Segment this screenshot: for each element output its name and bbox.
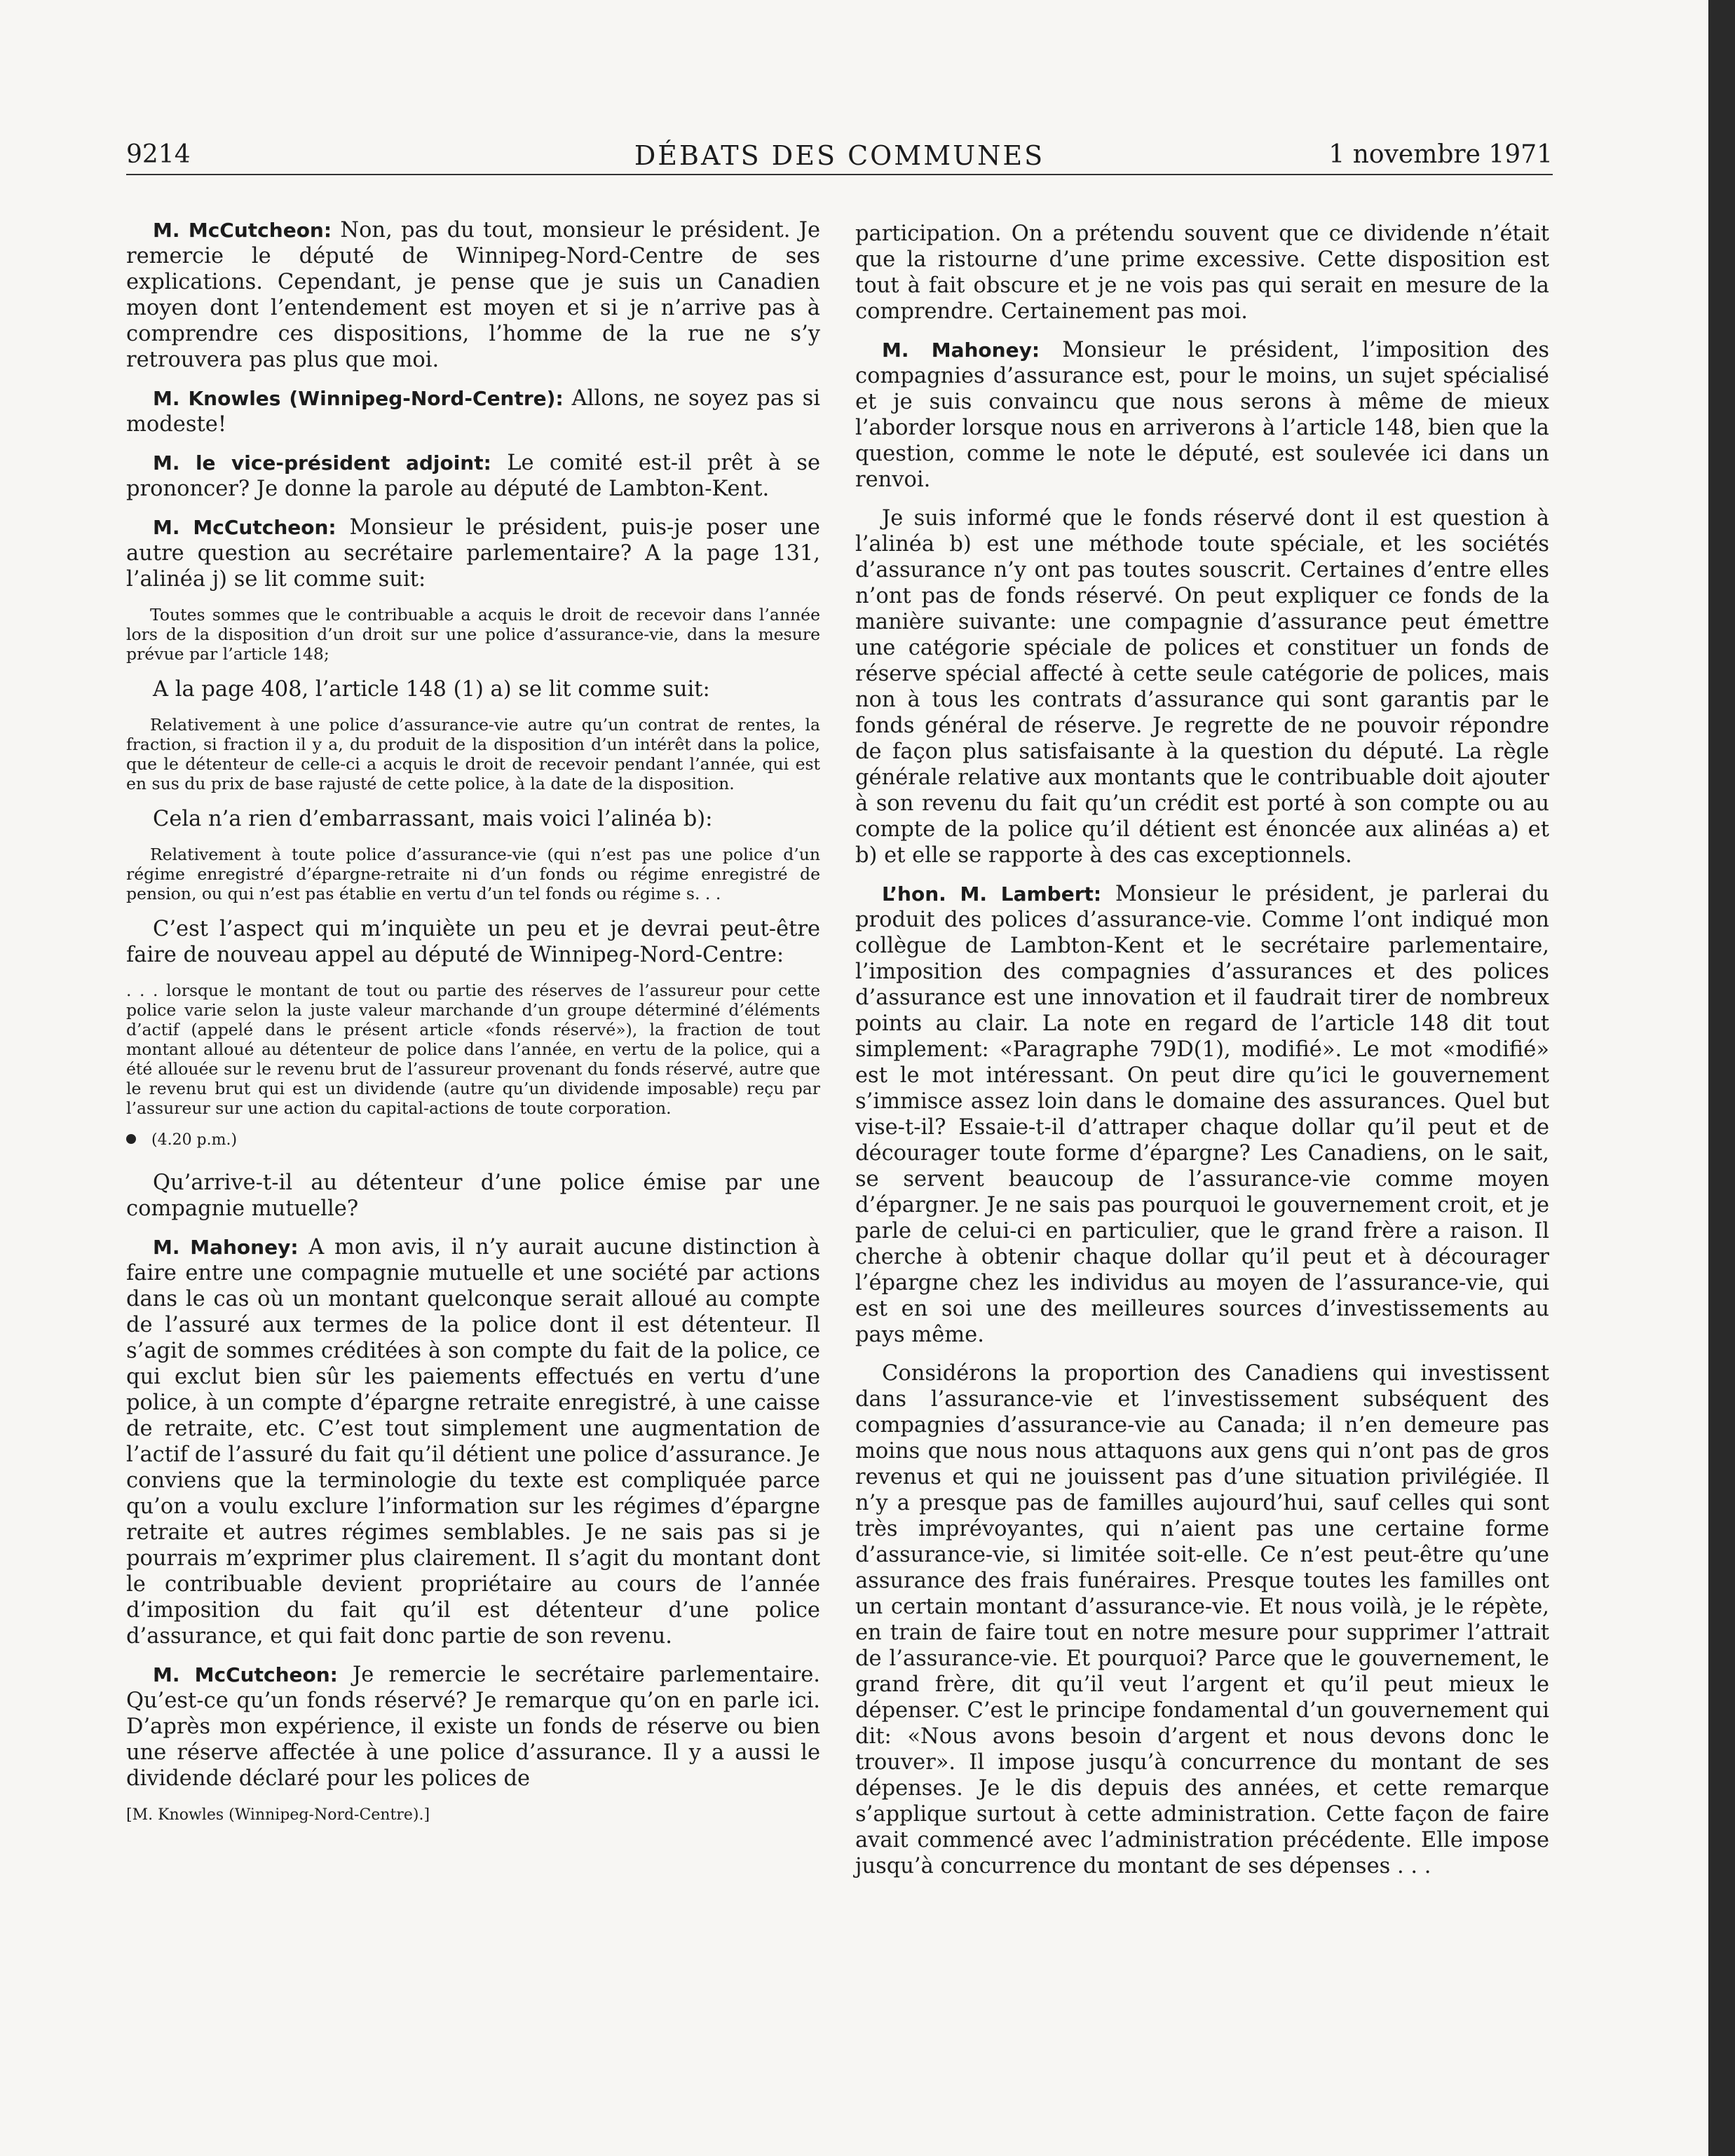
paragraph: Cela n’a rien d’embarrassant, mais voici l’alinéa b): bbox=[153, 807, 713, 831]
speech-paragraph: M. le vice-président adjoint: Le comité est-il prêt à se prononcer? Je donne la parole au député de Lambton-Kent. bbox=[126, 451, 820, 501]
speech-paragraph: M. McCutcheon: Non, pas du tout, monsieur le président. Je remercie le député de Winnipeg-Nord-Centre de ses explications. Cependant, je pense que je suis un Canadien moyen dont l’entendement est moyen et si je n’arrive pas à comprendre ces dispositions, l’homme de la rue ne s’y retrouvera pas plus que moi. bbox=[126, 218, 820, 372]
speech-paragraph: L’hon. M. Lambert: Monsieur le président, je parlerai du produit des polices d’assurance-vie. Comme l’ont indiqué mon collègue de Lambton-Kent et le secrétaire parlementaire, l’imposition des compagnies d’assurances et des polices d’assurance est une innovation et il faudrait tirer de nombreux points au clair. La note en regard de l’article 148 dit tout simplement: «Paragraphe 79D(1), modifié». Le mot «modifié» est le mot intéressant. On peut dire qu’ici le gouvernement s’immisce assez loin dans le domaine des assurances. Quel but vise-t-il? Essaie-t-il d’attraper chaque dollar qu’il peut et de décourager toute forme d’épargne? Les Canadiens, on le sait, se servent beaucoup de l’assurance-vie comme moyen d’épargner. Je ne sais pas pourquoi le gouvernement croit, et je parle de celui-ci en particulier, que le grand frère a raison. Il cherche à obtenir chaque dollar qu’il peut et à décourager l’épargne chez les individus au moyen de l’assurance-vie, qui est en soi une des meilleures sources d’investissements au pays même. bbox=[855, 882, 1549, 1347]
speaker-name: M. le vice-président adjoint: bbox=[153, 451, 491, 475]
right-column bbox=[855, 221, 1549, 1892]
speaker-name: M. Mahoney: bbox=[153, 1236, 299, 1259]
quoted-text: Relativement à une police d’assurance-vie autre qu’un contrat de rentes, la fraction, si fraction il y a, du produit de la disposition d’un intérêt dans la police, que le détenteur de celle-ci a acquis le droit de recevoir pendant l’année, qui est en sus du prix de base rajusté de cette police, à la date de la disposition. bbox=[126, 715, 820, 793]
paragraph: Je suis informé que le fonds réservé dont il est question à l’alinéa b) est une méthode toute spéciale, et les sociétés d’assurance n’y ont pas toutes souscrit. Certaines d’entre elles n’ont pas de fonds réservé. On peut expliquer ce fonds de la manière suivante: une compagnie d’assurance peut émettre une catégorie spéciale de polices et constituer un fonds de réserve spécial affecté à cette seule catégorie de polices, mais non à tous les contrats d’assurance qui sont garantis par le fonds général de réserve. Je regrette de ne pouvoir répondre de façon plus satisfaisante à la question du député. La règle générale relative aux montants que le contribuable doit ajouter à son revenu du fait qu’un crédit est porté à son compte ou au compte de la police qu’il détient est énoncée aux alinéas a) et b) et elle se rapporte à des cas exceptionnels. bbox=[855, 506, 1549, 868]
speaker-name: M. Knowles (Winnipeg-Nord-Centre): bbox=[153, 387, 564, 410]
quoted-text: Relativement à toute police d’assurance-vie (qui n’est pas une police d’un régime enregistré d’épargne-retraite ni d’un fonds ou régime enregistré de pension, ou qui n’est pas établie en vertu d’un tel fonds ou régime s. . . bbox=[126, 845, 820, 903]
page-header bbox=[126, 140, 1553, 175]
scan-edge bbox=[1708, 0, 1735, 2156]
paragraph: participation. On a prétendu souvent que ce dividende n’était que la ristourne d’une prime excessive. Cette disposition est tout à fait obscure et je ne vois pas qui serait en mesure de la comprendre. Certainement pas moi. bbox=[855, 221, 1549, 324]
speech-paragraph: M. McCutcheon: Je remercie le secrétaire parlementaire. Qu’est-ce qu’un fonds réservé? Je remarque qu’on en parle ici. D’après mon expérience, il existe un fonds de réserve ou bien une réserve affectée à une police d’assurance. Il y a aussi le dividende déclaré pour les polices de bbox=[126, 1663, 820, 1791]
speech-paragraph: M. Knowles (Winnipeg-Nord-Centre): Allons, ne soyez pas si modeste! bbox=[126, 386, 820, 437]
time-marker: (4.20 p.m.) bbox=[126, 1131, 820, 1150]
bullet-icon bbox=[126, 1134, 136, 1144]
speaker-name: M. McCutcheon: bbox=[153, 516, 336, 539]
quoted-text: . . . lorsque le montant de tout ou partie des réserves de l’assureur pour cette police varie selon la juste valeur marchande d’un groupe déterminé d’éléments d’actif (appelé dans le présent article «fonds réservé»), la fraction de tout montant alloué au détenteur de police dans l’année, en vertu de la police, qui a été allouée sur le revenu brut de l’assureur provenant du fonds réservé, autre que le revenu brut qui est un dividende (autre qu’un dividende imposable) reçu par l’assureur sur une action du capital-actions de toute corporation. bbox=[126, 981, 820, 1118]
paragraph: Considérons la proportion des Canadiens qui investissent dans l’assurance-vie et l’investissement subséquent des compagnies d’assurance-vie au Canada; il n’en demeure pas moins que nous nous attaquons aux gens qui n’ont pas de gros revenus et qui ne jouissent pas d’une situation privilégiée. Il n’y a presque pas de familles aujourd’hui, sauf celles qui sont très imprévoyantes, qui n’aient pas une certaine forme d’assurance-vie, si limitée soit-elle. Ce n’est peut-être qu’une assurance des frais funéraires. Presque toutes les familles ont un certain montant d’assurance-vie. Et nous voilà, je le répète, en train de faire tout en notre mesure pour supprimer l’attrait de l’assurance-vie. Et pourquoi? Parce que le gouvernement, le grand frère, dit qu’il veut l’argent et qu’il peut mieux le dépenser. C’est le principe fondamental d’un gouvernement qui dit: «Nous avons besoin d’argent et nous devons donc le trouver». Il impose jusqu’à concurrence du montant de ses dépenses. Je le dis depuis des années, et cette remarque s’applique surtout à cette administration. Cette façon de faire avait commencé avec l’administration précédente. Elle impose jusqu’à concurrence du montant de ses dépenses . . . bbox=[855, 1361, 1549, 1878]
paragraph: Qu’arrive-t-il au détenteur d’une police émise par une compagnie mutuelle? bbox=[126, 1171, 820, 1221]
session-date: 1 novembre 1971 bbox=[1328, 140, 1553, 169]
speaker-name: M. McCutcheon: bbox=[153, 219, 332, 242]
page-number: 9214 bbox=[126, 140, 191, 169]
speaker-name: M. Mahoney: bbox=[882, 339, 1040, 362]
document-page bbox=[126, 140, 1553, 1878]
left-column bbox=[126, 217, 820, 1838]
quoted-text: Toutes sommes que le contribuable a acquis le droit de recevoir dans l’année lors de la disposition d’un droit sur une police d’assurance-vie, dans la mesure prévue par l’article 148; bbox=[126, 605, 820, 664]
speech-paragraph: M. McCutcheon: Monsieur le président, puis-je poser une autre question au secrétaire parlementaire? A la page 131, l’alinéa j) se lit comme suit: bbox=[126, 515, 820, 592]
speaker-name: M. McCutcheon: bbox=[153, 1663, 338, 1686]
speaker-name: L’hon. M. Lambert: bbox=[882, 882, 1102, 906]
paragraph: A la page 408, l’article 148 (1) a) se lit comme suit: bbox=[153, 677, 710, 702]
speech-paragraph: M. Mahoney: A mon avis, il n’y aurait aucune distinction à faire entre une compagnie mutuelle et une société par actions dans le cas où un montant quelconque serait alloué au compte de l’assuré aux termes de la police dont il est détenteur. Il s’agit de sommes créditées à son compte du fait de la police, ce qui exclut bien sûr les paiements effectués en vertu d’une police, à un compte d’épargne retraite enregistré, à une caisse de retraite, etc. C’est tout simplement une augmentation de l’actif de l’assuré du fait qu’il détient une police d’assurance. Je conviens que la terminologie du texte est compliquée parce qu’on a voulu exclure l’information sur les régimes d’épargne retraite et autres régimes semblables. Je ne sais pas si je pourrais m’exprimer plus clairement. Il s’agit du montant dont le contribuable devient propriétaire au cours de l’année d’imposition du fait qu’il est détenteur d’une police d’assurance, et qui fait donc partie de son revenu. bbox=[126, 1235, 820, 1649]
publication-title: DÉBATS DES COMMUNES bbox=[634, 140, 1045, 171]
footnote: [M. Knowles (Winnipeg-Nord-Centre).] bbox=[126, 1806, 430, 1824]
speech-paragraph: M. Mahoney: Monsieur le président, l’imposition des compagnies d’assurance est, pour le moins, un sujet spécialisé et je suis convaincu que nous serons à même de mieux l’aborder lorsque nous en arriverons à l’article 148, bien que la question, comme le note le député, est soulevée ici dans un renvoi. bbox=[855, 338, 1549, 492]
paragraph: C’est l’aspect qui m’inquiète un peu et je devrai peut-être faire de nouveau appel au député de Winnipeg-Nord-Centre: bbox=[126, 917, 820, 967]
